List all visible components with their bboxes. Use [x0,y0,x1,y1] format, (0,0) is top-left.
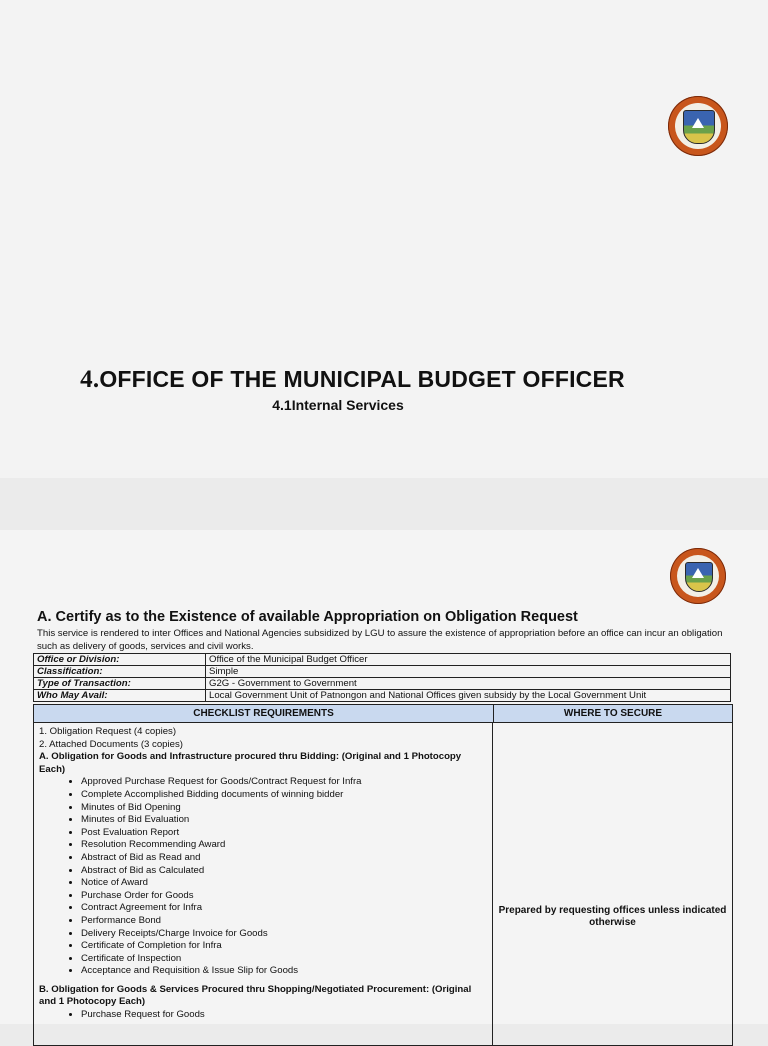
requirement-list-item: • Abstract of Bid as Read and [81,852,487,865]
group-b-list [39,1009,487,1022]
municipal-seal-logo [668,96,728,156]
info-value: Simple [206,666,731,678]
requirement-list-item: • Abstract of Bid as Calculated [81,865,487,878]
info-value: Local Government Unit of Patnongon and National Offices given subsidy by the Local Government Unit [206,690,731,702]
requirement-list-item: • Delivery Receipts/Charge Invoice for Goods [81,928,487,941]
requirement-list-item: • Resolution Recommending Award [81,839,487,852]
info-label: Type of Transaction: [34,678,206,690]
info-label: Who May Avail: [34,690,206,702]
requirement-item: 1. Obligation Request (4 copies) [39,726,177,737]
municipal-seal-logo [670,548,726,604]
requirement-list-item: • Notice of Award [81,877,487,890]
checklist-header-row [34,705,732,723]
where-to-secure-text: Prepared by requesting offices unless indicated otherwise [498,905,727,928]
info-row [34,666,731,678]
checklist-header: CHECKLIST REQUIREMENTS [34,705,494,722]
service-description: This service is rendered to inter Offices and National Agencies subsidized by LGU to assure the existence of appropriation before an office can incur an obligation such as delivery of goods, services and civil works. [37,628,723,652]
requirement-list-item: • Performance Bond [81,915,487,928]
group-a-heading: A. Obligation for Goods and Infrastructure procured thru Bidding: (Original and 1 Photocopy Each) [39,751,462,775]
section-number: 4. [80,366,100,393]
cover-page [0,0,768,478]
info-value: G2G - Government to Government [206,678,731,690]
info-label: Classification: [34,666,206,678]
info-row [34,654,731,666]
info-row [34,678,731,690]
section-title-text: OFFICE OF THE MUNICIPAL BUDGET OFFICER [99,366,625,392]
requirement-list-item: • Certificate of Inspection [81,953,487,966]
subsection-title: 4.1Internal Services [272,397,404,413]
where-to-secure-header: WHERE TO SECURE [563,708,663,719]
requirement-list-item: • Minutes of Bid Evaluation [81,814,487,827]
requirements-cell [34,723,493,1045]
requirement-list-item: • Complete Accomplished Bidding documents of winning bidder [81,789,487,802]
section-title [0,366,705,394]
requirement-list-item: • Approved Purchase Request for Goods/Contract Request for Infra [81,776,487,789]
info-row [34,690,731,702]
requirement-list-item: • Certificate of Completion for Infra [81,940,487,953]
requirement-list-item: • Minutes of Bid Opening [81,802,487,815]
requirement-list-item: • Purchase Request for Goods [81,1009,487,1022]
requirement-list-item: • Contract Agreement for Infra [81,902,487,915]
service-info-table [33,653,731,702]
requirement-list-item: • Purchase Order for Goods [81,890,487,903]
info-label: Office or Division: [34,654,206,666]
requirement-list-item: • Post Evaluation Report [81,827,487,840]
group-a-list [39,776,487,978]
checklist-table [33,704,733,1046]
info-value: Office of the Municipal Budget Officer [206,654,731,666]
requirement-item: 2. Attached Documents (3 copies) [39,738,183,750]
group-b-heading: B. Obligation for Goods & Services Procured thru Shopping/Negotiated Procurement: (Original and 1 Photocopy Each) [39,983,472,1008]
service-title: A. Certify as to the Existence of available Appropriation on Obligation Request [37,609,578,625]
where-to-secure-cell [493,723,732,1045]
requirement-list-item: • Acceptance and Requisition & Issue Slip for Goods [81,965,487,978]
